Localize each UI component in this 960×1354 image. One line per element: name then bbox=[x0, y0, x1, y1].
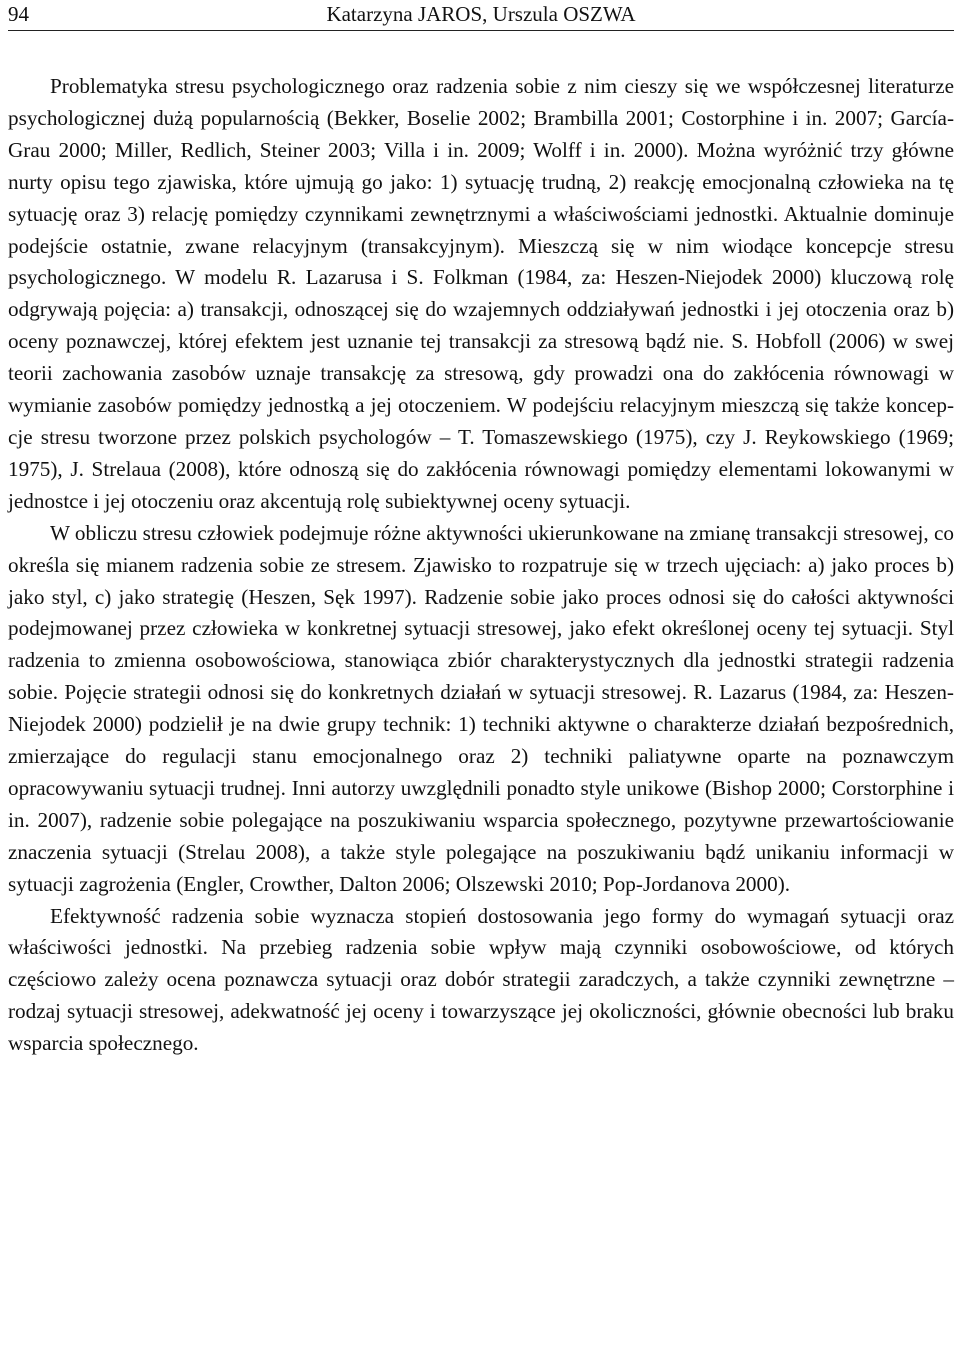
header-rule bbox=[8, 30, 954, 31]
running-title: Katarzyna JAROS, Urszula OSZWA bbox=[326, 2, 636, 26]
page-number: 94 bbox=[8, 2, 29, 26]
paragraph: Efektywność radzenia sobie wyznacza stopień dostosowania jego formy do wymagań sytuacji oraz właściwości jednostki. Na przebieg radzenia sobie wpływ mają czynniki osobowościowe, od których częściowo zależy ocena poznawcza sytuacji oraz dobór strategii zaradczych, a także czynniki zewnętrzne – rodzaj sytuacji stresowej, adekwatność jej oceny i towarzyszące jej okoliczności, głównie obecności lub braku wsparcia społecznego. bbox=[8, 903, 954, 1056]
paragraph: W obliczu stresu człowiek podejmuje różne aktywności ukierunkowane na zmianę transakcji stresowej, co określa się mianem radzenia sobie ze stresem. Zjawisko to rozpatruje się w trzech ujęciach: a) jako proces b) jako styl, c) jako strategię (Heszen, Sęk 1997). Radzenie sobie jako proces odnosi się do całości aktywności podejmowanej przez człowieka w konkretnej sytuacji stresowej, jako efekt określonej oceny tej sytuacji. Styl radzenia to zmienna osobowościowa, stanowiąca zbiór charakterystycznych dla jednostki strategii radzenia sobie. Pojęcie strategii odnosi się do konkretnych działań w sytuacji stresowej. R. Lazarus (1984, za: Heszen-Niejodek 2000) podzielił je na dwie grupy technik: 1) techniki aktywne o charakterze działań bezpośrednich, zmierzające do regulacji stanu emocjonalnego oraz 2) techniki paliatywne oparte na poznawczym opracowywaniu sytuacji trudnej. Inni autorzy uwzględnili ponadto style unikowe (Bishop 2000; Corstorphine i in. 2007), radzenie sobie polegające na poszukiwaniu wsparcia społecznego, pozytywne przewartościowanie znaczenia sytuacji (Strelau 2008), a także style polegające na poszukiwaniu bądź unikaniu informacji w sytuacji zagrożenia (Engler, Crowther, Dalton 2006; Olszewski 2010; Pop-Jordanova 2000). bbox=[8, 520, 954, 896]
body-text bbox=[8, 71, 954, 1060]
running-head bbox=[8, 2, 954, 30]
page bbox=[8, 0, 954, 1060]
paragraph: Problematyka stresu psychologicznego oraz radzenia sobie z nim cieszy się we współczesnej literaturze psychologicznej dużą popularnością (Bekker, Boselie 2002; Brambilla 2001; Costorphine i in. 2007; García-Grau 2000; Miller, Redlich, Steiner 2003; Villa i in. 2009; Wolff i in. 2000). Można wyróżnić trzy główne nurty opisu tego zjawiska, które ujmują go jako: 1) sytuację trudną, 2) reakcję emocjonalną człowieka na tę sytuację oraz 3) relację pomiędzy czynnikami zewnętrznymi a właściwościami jednostki. Aktualnie dominuje podejście ostatnie, zwane relacyjnym (transakcyjnym). Mieszczą się w nim wiodące koncepcje stresu psychologicznego. W modelu R. Lazarusa i S. Folkman (1984, za: Heszen-Niejodek 2000) kluczową rolę odgrywają pojęcia: a) transakcji, odnoszącej się do wzajemnych oddziaływań jednostki i jej otoczenia oraz b) oceny poznawczej, której efektem jest uznanie tej transakcji za stresową bądź nie. S. Hobfoll (2006) w swej teorii zachowania zasobów uznaje transakcję za stresową, gdy prowadzi ona do zakłócenia równowagi w wymianie zasobów pomiędzy jednostką a jej otoczeniem. W podejściu relacyjnym mieszczą się także koncepcje stresu tworzone przez polskich psychologów – T. Tomaszewskiego (1975), czy J. Reykowskiego (1969; 1975), J. Strelaua (2008), które odnoszą się do zakłócenia równowagi pomiędzy elementami lokowanymi w jednostce i jej otoczeniu oraz akcentują rolę subiektywnej oceny sytuacji. bbox=[8, 74, 954, 513]
